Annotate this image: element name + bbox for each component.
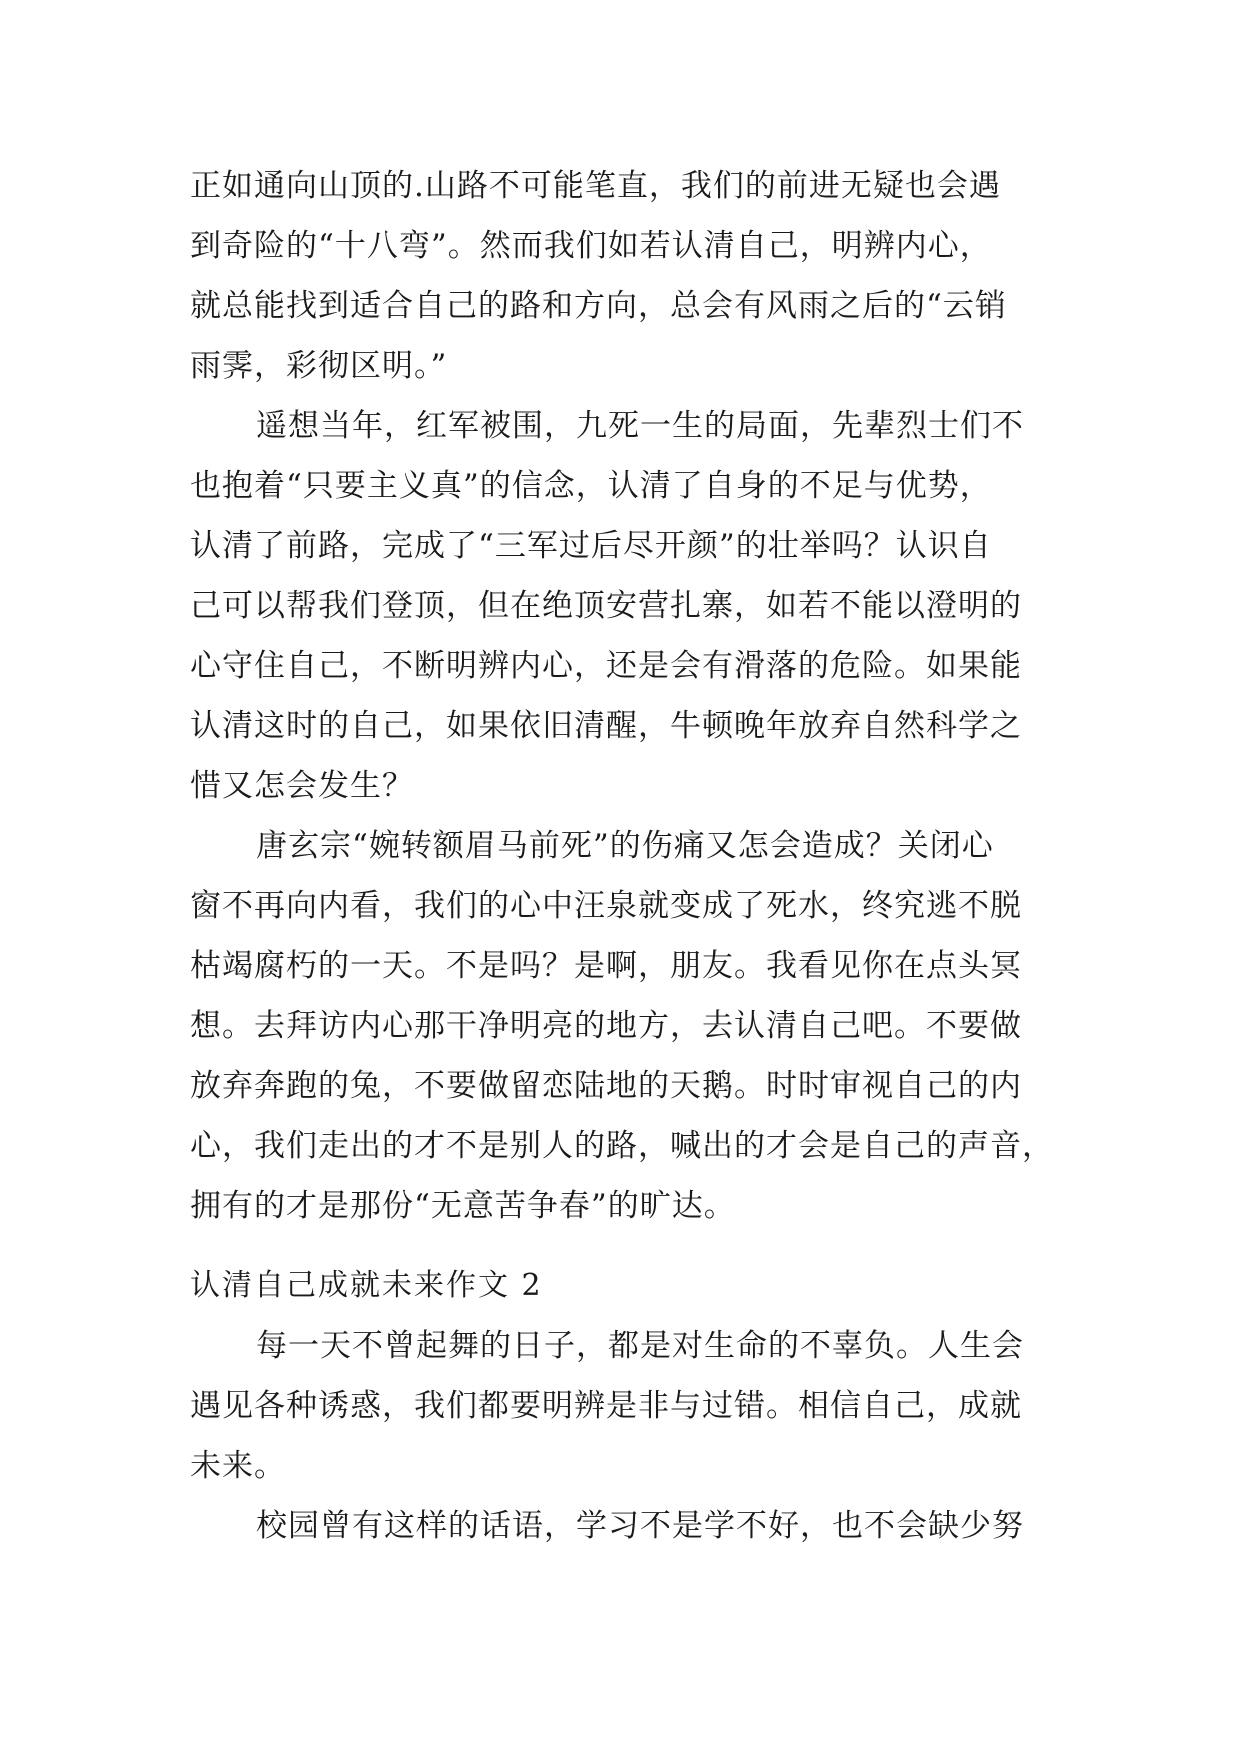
paragraph-5-line-1: 校园曾有这样的话语，学习不是学不好，也不会缺少努 xyxy=(256,1508,1024,1544)
paragraph-3-line-6: 心，我们走出的才不是别人的路，喊出的才会是自己的声音， xyxy=(190,1128,1054,1164)
paragraph-2-line-2: 也抱着“只要主义真”的信念，认清了自身的不足与优势， xyxy=(190,468,992,504)
paragraph-2-line-7: 惜又怎会发生？ xyxy=(190,768,414,804)
paragraph-4-line-2: 遇见各种诱惑，我们都要明辨是非与过错。相信自己，成就 xyxy=(190,1388,1022,1424)
paragraph-2-line-1: 遥想当年，红军被围，九死一生的局面，先辈烈士们不 xyxy=(256,408,1024,444)
paragraph-4-line-3: 未来。 xyxy=(190,1448,286,1484)
paragraph-4-line-1: 每一天不曾起舞的日子，都是对生命的不辜负。人生会 xyxy=(256,1328,1024,1364)
paragraph-3-line-7: 拥有的才是那份“无意苦争春”的旷达。 xyxy=(190,1188,736,1224)
paragraph-3-line-2: 窗不再向内看，我们的心中汪泉就变成了死水，终究逃不脱 xyxy=(190,888,1022,924)
paragraph-3-line-5: 放弃奔跑的兔，不要做留恋陆地的天鹅。时时审视自己的内 xyxy=(190,1068,1022,1104)
paragraph-2-line-4: 己可以帮我们登顶，但在绝顶安营扎寨，如若不能以澄明的 xyxy=(190,588,1022,624)
paragraph-3-line-4: 想。去拜访内心那干净明亮的地方，去认清自己吧。不要做 xyxy=(190,1008,1022,1044)
paragraph-2-line-6: 认清这时的自己，如果依旧清醒，牛顿晚年放弃自然科学之 xyxy=(190,708,1022,744)
paragraph-2-line-5: 心守住自己，不断明辨内心，还是会有滑落的危险。如果能 xyxy=(190,648,1022,684)
paragraph-3-line-3: 枯竭腐朽的一天。不是吗？是啊，朋友。我看见你在点头冥 xyxy=(190,948,1022,984)
paragraph-1-line-2: 到奇险的“十八弯”。然而我们如若认清自己，明辨内心， xyxy=(190,228,992,264)
paragraph-3-line-1: 唐玄宗“婉转额眉马前死”的伤痛又怎会造成？关闭心 xyxy=(256,828,994,864)
section-heading: 认清自己成就未来作文 2 xyxy=(190,1268,543,1303)
paragraph-1-line-1: 正如通向山顶的.山路不可能笔直，我们的前进无疑也会遇 xyxy=(190,168,1001,204)
paragraph-1-line-3: 就总能找到适合自己的路和方向，总会有风雨之后的“云销 xyxy=(190,288,1007,324)
paragraph-2-line-3: 认清了前路，完成了“三军过后尽开颜”的壮举吗？认识自 xyxy=(190,528,992,564)
paragraph-1-line-4: 雨霁，彩彻区明。” xyxy=(190,348,448,384)
